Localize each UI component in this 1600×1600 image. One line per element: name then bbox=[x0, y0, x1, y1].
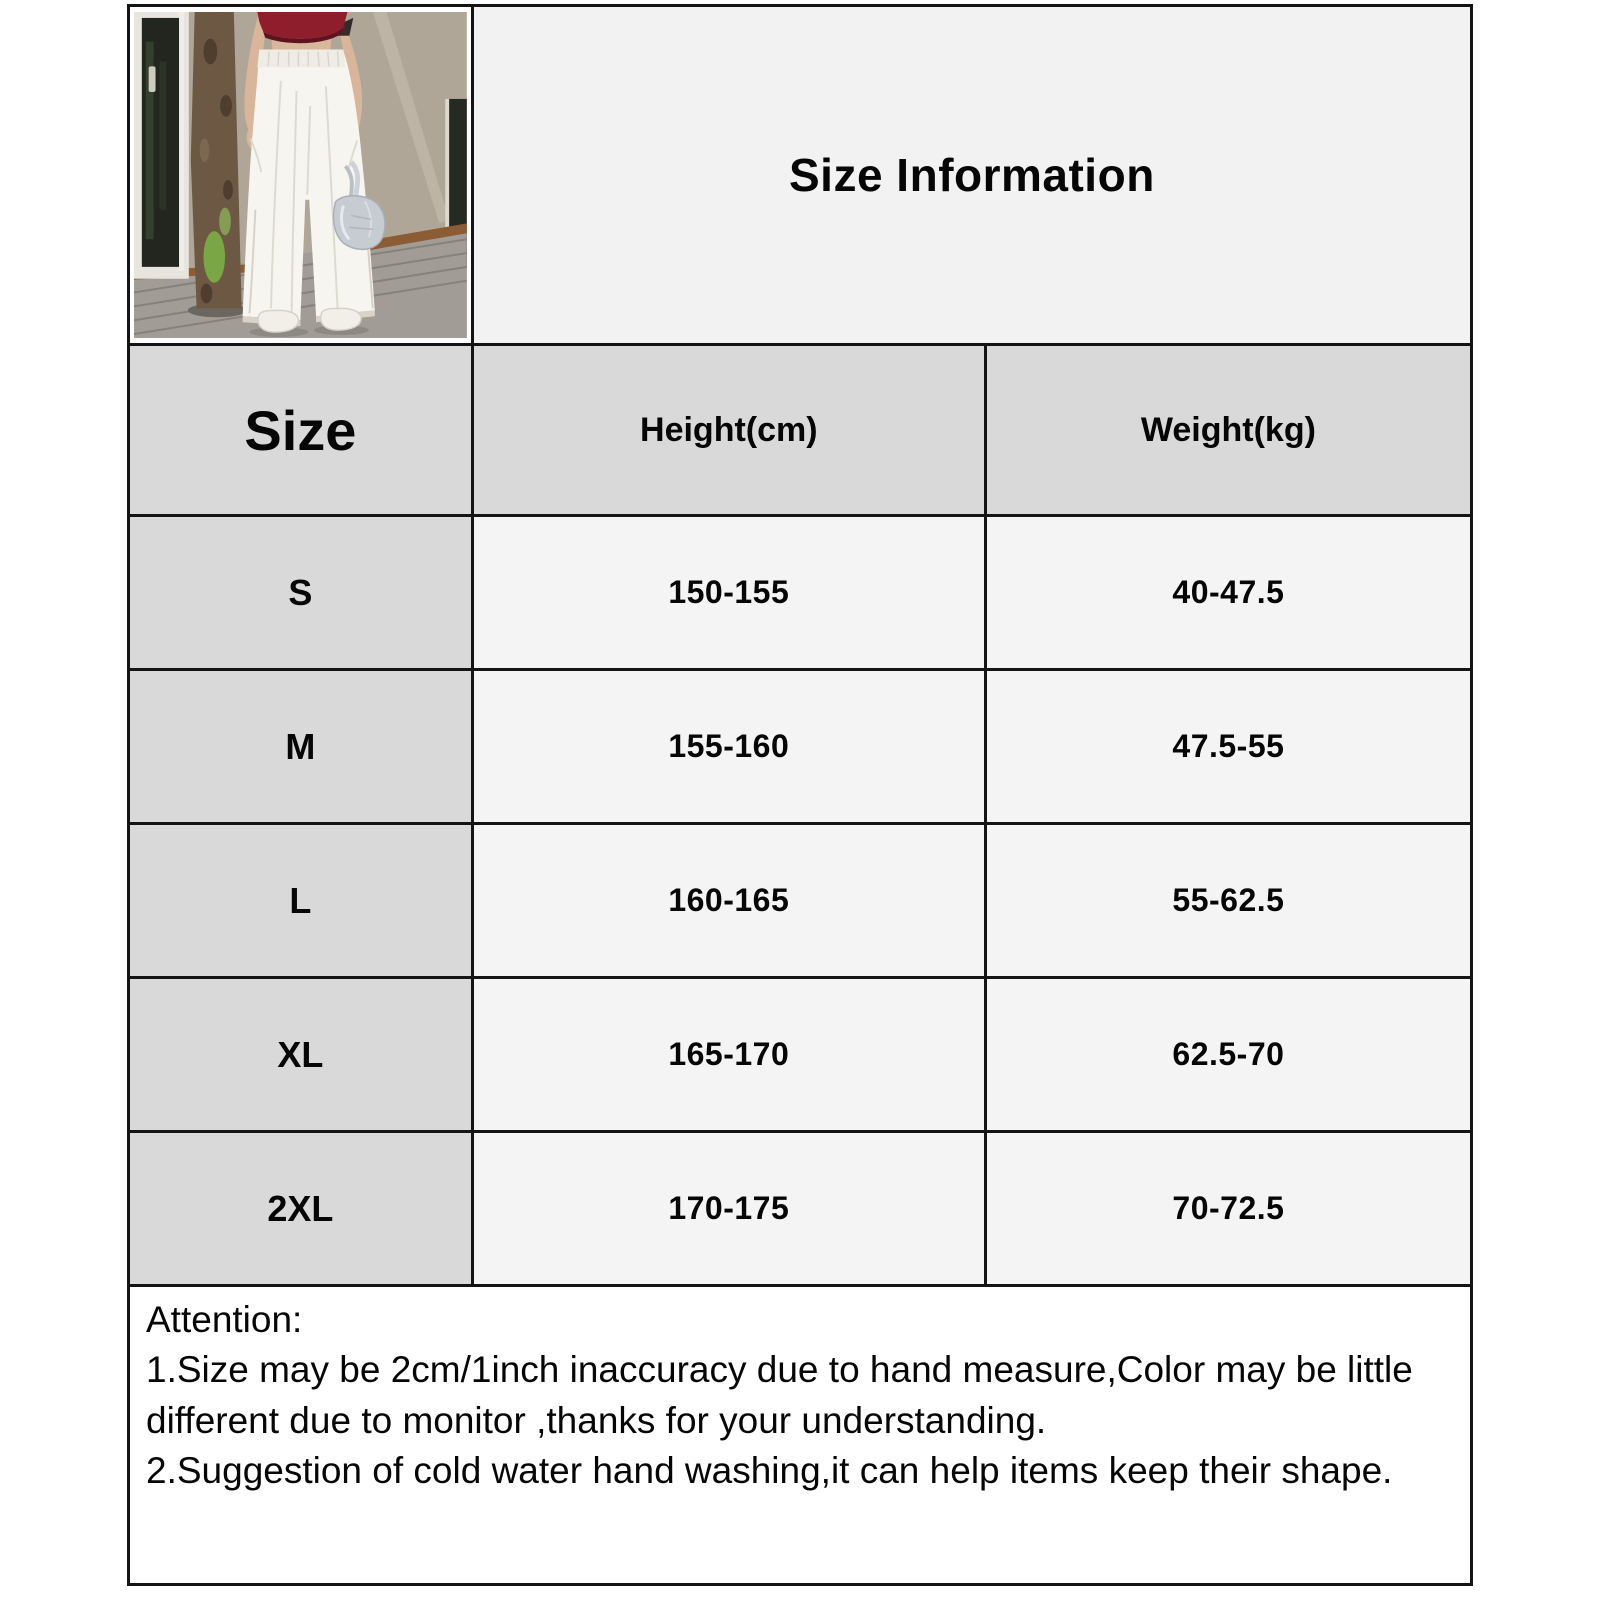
size-label: 2XL bbox=[129, 1132, 473, 1286]
size-table bbox=[127, 4, 1473, 1287]
size-label: L bbox=[129, 824, 473, 978]
height-value: 170-175 bbox=[472, 1132, 985, 1286]
weight-value: 62.5-70 bbox=[985, 978, 1471, 1132]
product-photo-cell bbox=[129, 6, 473, 345]
table-row-s bbox=[129, 516, 1472, 670]
attention-note-1: 1.Size may be 2cm/1inch inaccuracy due to hand measure,Color may be little different due to monitor ,thanks for your understanding. bbox=[146, 1349, 1413, 1441]
table-row-xl bbox=[129, 978, 1472, 1132]
height-value: 160-165 bbox=[472, 824, 985, 978]
title-row bbox=[129, 6, 1472, 345]
column-header-height: Height(cm) bbox=[472, 345, 985, 516]
product-photo bbox=[134, 12, 467, 338]
height-value: 150-155 bbox=[472, 516, 985, 670]
table-row-2xl bbox=[129, 1132, 1472, 1286]
height-value: 155-160 bbox=[472, 670, 985, 824]
weight-value: 40-47.5 bbox=[985, 516, 1471, 670]
size-label: XL bbox=[129, 978, 473, 1132]
attention-note-2: 2.Suggestion of cold water hand washing,it can help items keep their shape. bbox=[146, 1449, 1393, 1491]
column-header-weight: Weight(kg) bbox=[985, 345, 1471, 516]
table-row-l bbox=[129, 824, 1472, 978]
weight-value: 70-72.5 bbox=[985, 1132, 1471, 1286]
page-title: Size Information bbox=[472, 6, 1471, 345]
column-header-size: Size bbox=[129, 345, 473, 516]
height-value: 165-170 bbox=[472, 978, 985, 1132]
attention-notes bbox=[127, 1284, 1473, 1586]
table-header-row bbox=[129, 345, 1472, 516]
weight-value: 47.5-55 bbox=[985, 670, 1471, 824]
attention-heading: Attention: bbox=[146, 1299, 303, 1340]
size-label: S bbox=[129, 516, 473, 670]
size-label: M bbox=[129, 670, 473, 824]
product-photo-illustration bbox=[134, 12, 467, 338]
table-row-m bbox=[129, 670, 1472, 824]
weight-value: 55-62.5 bbox=[985, 824, 1471, 978]
size-chart-panel bbox=[127, 4, 1473, 1586]
